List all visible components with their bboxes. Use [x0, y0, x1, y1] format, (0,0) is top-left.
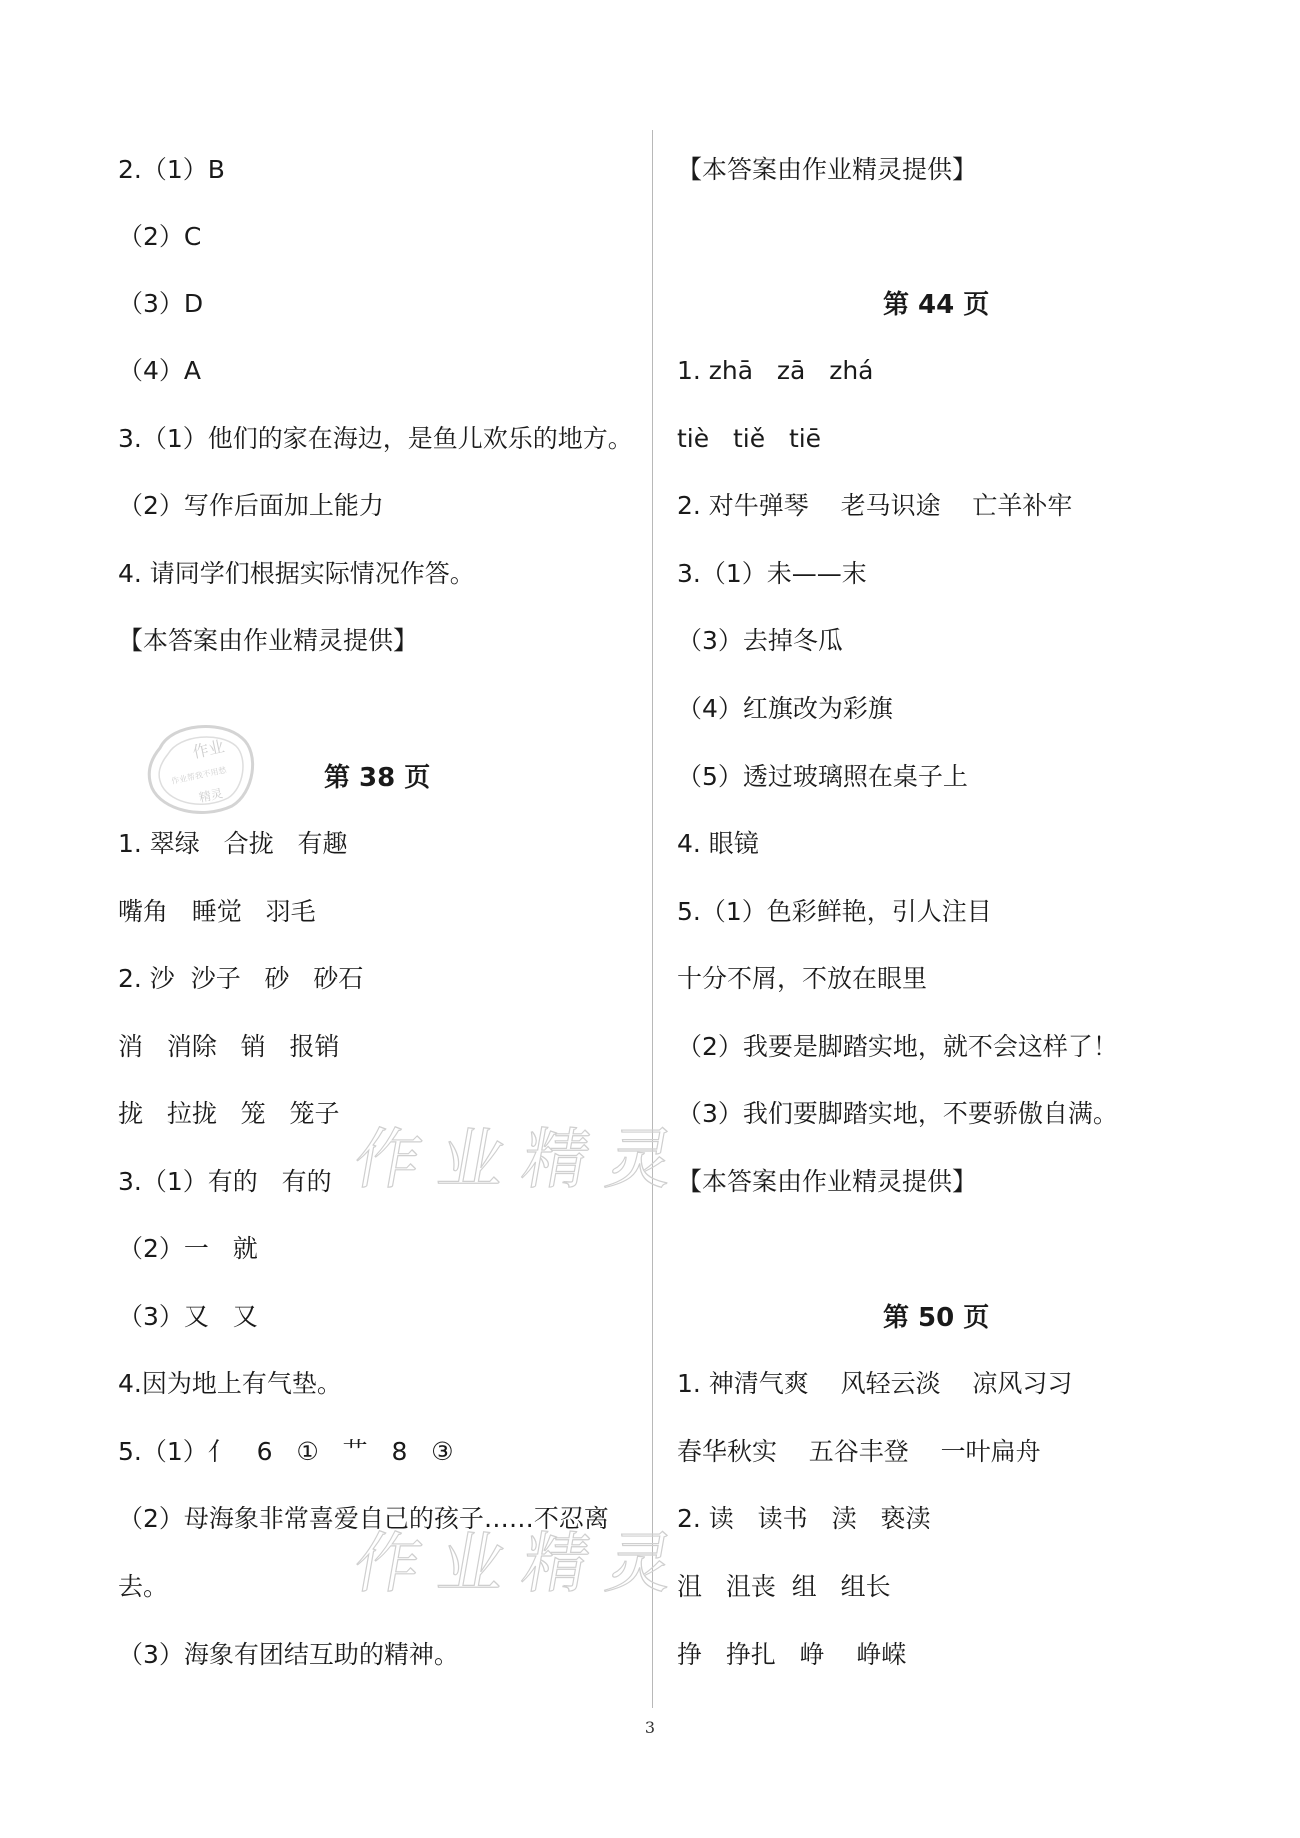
- page-number: 3: [644, 1718, 656, 1737]
- source-note: 【本答案由作业精灵提供】: [677, 155, 978, 184]
- answer-line: （2）C: [118, 222, 202, 251]
- section-heading-page-44: 第 44 页: [883, 290, 990, 320]
- answer-line: 3.（1）有的 有的: [118, 1167, 332, 1196]
- source-note: 【本答案由作业精灵提供】: [118, 626, 419, 655]
- answer-line: （2）我要是脚踏实地，就不会这样了！: [677, 1032, 1118, 1061]
- answer-line: 嘴角 睡觉 羽毛: [118, 897, 316, 926]
- answer-line: （3）我们要脚踏实地，不要骄傲自满。: [677, 1099, 1118, 1128]
- section-heading-page-50: 第 50 页: [883, 1303, 990, 1333]
- answer-line: 去。: [118, 1572, 169, 1601]
- source-note: 【本答案由作业精灵提供】: [677, 1167, 978, 1196]
- answer-line: 2.（1）B: [118, 155, 225, 184]
- watermark-text: 作业精灵: [348, 1525, 698, 1602]
- answer-line: 春华秋实 五谷丰登 一叶扁舟: [677, 1437, 1041, 1466]
- answer-line: 3.（1）未——末: [677, 559, 867, 588]
- answer-line: 1. 神清气爽 风轻云淡 凉风习习: [677, 1369, 1073, 1398]
- answer-line: 4. 眼镜: [677, 829, 759, 858]
- answer-line: 2. 对牛弹琴 老马识途 亡羊补牢: [677, 491, 1073, 520]
- answer-line: （4）A: [118, 356, 202, 385]
- logo-top-text: 作业: [190, 736, 227, 762]
- answer-line: 消 消除 销 报销: [118, 1032, 340, 1061]
- answer-line: （3）去掉冬瓜: [677, 626, 843, 655]
- logo-bottom-text: 精灵: [197, 786, 225, 805]
- answer-line: 2. 沙 沙子 砂 砂石: [118, 964, 364, 993]
- answer-line: （2）写作后面加上能力: [118, 491, 384, 520]
- column-divider: [652, 130, 653, 1708]
- answer-line: 2. 读 读书 渎 亵渎: [677, 1504, 931, 1533]
- answer-line: 5.（1）色彩鲜艳，引人注目: [677, 897, 992, 926]
- answer-line: 沮 沮丧 组 组长: [677, 1572, 891, 1601]
- answer-line: 3.（1）他们的家在海边，是鱼儿欢乐的地方。: [118, 424, 633, 453]
- answer-line: 4. 请同学们根据实际情况作答。: [118, 559, 475, 588]
- logo-stamp-icon: [142, 718, 262, 818]
- answer-line: （4）红旗改为彩旗: [677, 694, 893, 723]
- answer-line: 5.（1）亻 6 ① 艹 8 ③: [118, 1437, 454, 1466]
- watermark-text: 作业精灵: [348, 1121, 698, 1198]
- answer-line: （2）一 就: [118, 1234, 258, 1263]
- answer-line: （3）D: [118, 289, 204, 318]
- answer-line: （5）透过玻璃照在桌子上: [677, 762, 968, 791]
- answer-line: 1. zhā zā zhá: [677, 356, 874, 385]
- answer-line: 1. 翠绿 合拢 有趣: [118, 829, 348, 858]
- answer-line: 拢 拉拢 笼 笼子: [118, 1099, 340, 1128]
- answer-line: 4.因为地上有气垫。: [118, 1369, 342, 1398]
- section-heading-page-38: 第 38 页: [324, 763, 431, 793]
- answer-line: 挣 挣扎 峥 峥嵘: [677, 1640, 907, 1669]
- answer-line: 十分不屑，不放在眼里: [677, 964, 928, 993]
- logo-middle-text: 作业帮我不用愁: [170, 765, 228, 786]
- answer-line: （2）母海象非常喜爱自己的孩子……不忍离: [118, 1504, 609, 1533]
- answer-line: （3）又 又: [118, 1302, 258, 1331]
- answer-line: tiè tiě tiē: [677, 424, 822, 453]
- answer-line: （3）海象有团结互助的精神。: [118, 1640, 459, 1669]
